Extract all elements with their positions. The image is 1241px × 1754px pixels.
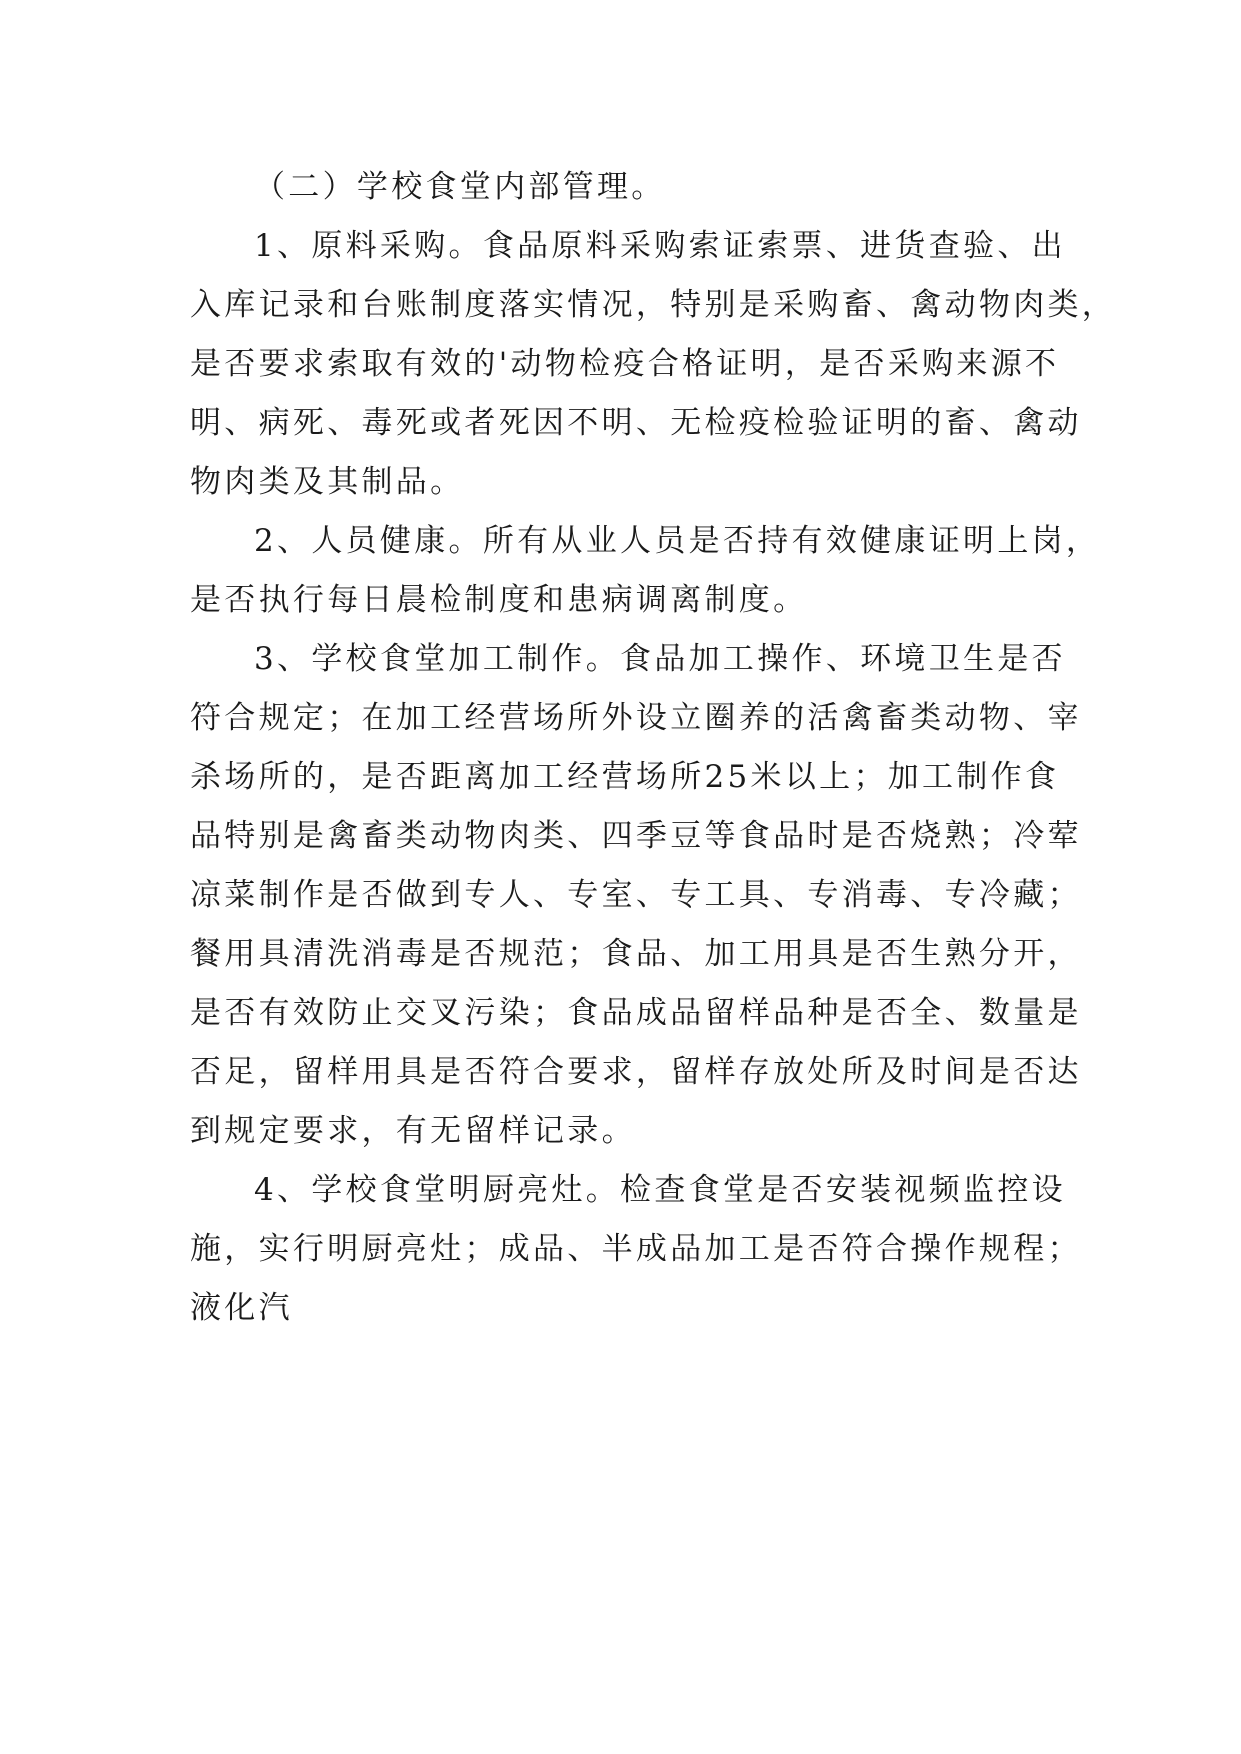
text-line: 4、学校食堂明厨亮灶。检查食堂是否安装视频监控设 [254,1172,1066,1208]
text-line: 品特别是禽畜类动物肉类、四季豆等食品时是否烧熟；冷荤 [190,818,1082,854]
text-line: 是否执行每日晨检制度和患病调离制度。 [190,582,808,618]
text-line: 餐用具清洗消毒是否规范；食品、加工用具是否生熟分开， [190,936,1082,972]
text-line: 液化汽 [190,1290,293,1326]
text-line: 入库记录和台账制度落实情况，特别是采购畜、禽动物肉类， [190,287,1117,323]
text-line: 否足，留样用具是否符合要求，留样存放处所及时间是否达 [190,1054,1082,1090]
text-line: 到规定要求，有无留样记录。 [190,1113,636,1149]
paragraph-staff-health [190,512,1101,630]
paragraph-open-kitchen [190,1161,1082,1338]
text-line: 3、学校食堂加工制作。食品加工操作、环境卫生是否 [254,641,1066,677]
text-line: 1、原料采购。食品原料采购索证索票、进货查验、出 [254,228,1066,264]
text-line: 是否有效防止交叉污染；食品成品留样品种是否全、数量是 [190,995,1082,1031]
text-line: 施，实行明厨亮灶；成品、半成品加工是否符合操作规程； [190,1231,1082,1267]
text-line: 物肉类及其制品。 [190,464,465,500]
paragraph-raw-material-purchase [190,217,1117,512]
text-line: 2、人员健康。所有从业人员是否持有效健康证明上岗， [254,523,1101,559]
text-line: 凉菜制作是否做到专人、专室、专工具、专消毒、专冷藏； [190,877,1082,913]
paragraph-food-processing [190,630,1082,1161]
document-body [190,158,1117,1338]
text-line: 符合规定；在加工经营场所外设立圈养的活禽畜类动物、宰 [190,700,1082,736]
text-line: 杀场所的，是否距离加工经营场所25米以上；加工制作食 [190,759,1060,795]
section-heading [190,158,1070,217]
text-line: 明、病死、毒死或者死因不明、无检疫检验证明的畜、禽动 [190,405,1082,441]
text-line: （二）学校食堂内部管理。 [254,169,666,205]
text-line: 是否要求索取有效的'动物检疫合格证明，是否采购来源不 [190,346,1060,382]
